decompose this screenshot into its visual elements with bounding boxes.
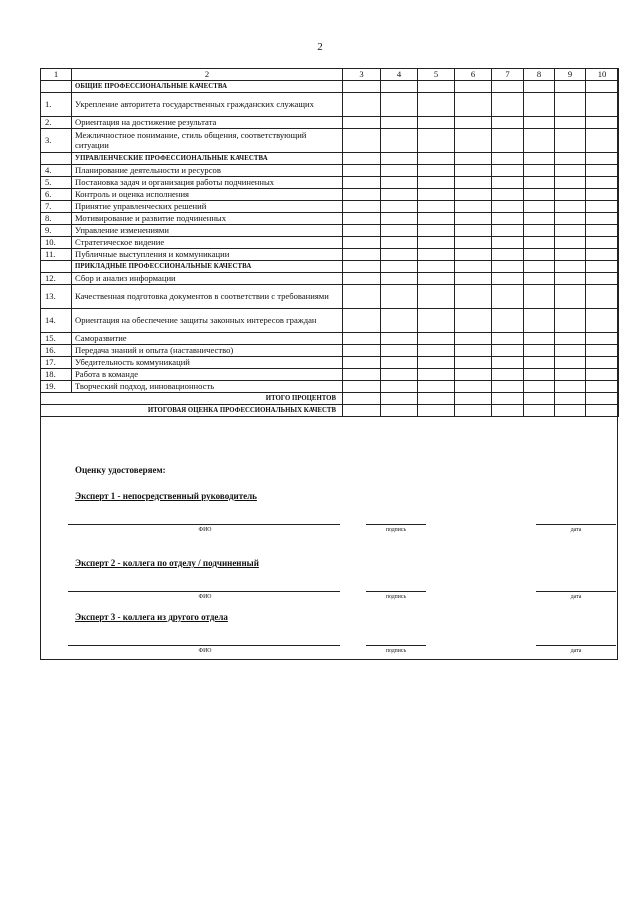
score-col-7[interactable] [492, 273, 524, 285]
score-col-9[interactable] [555, 381, 586, 393]
section-col-5[interactable] [418, 261, 455, 273]
score-col-6[interactable] [455, 309, 492, 333]
score-col-4[interactable] [381, 309, 418, 333]
score-col-8[interactable] [524, 117, 555, 129]
row-number: 5. [41, 177, 72, 189]
score-col-5[interactable] [418, 117, 455, 129]
header-col-8: 8 [524, 69, 555, 81]
expert-1-fio-caption: ФИО [198, 527, 212, 533]
total-col-6[interactable] [455, 393, 492, 405]
quality-name: Управление изменениями [72, 225, 343, 237]
score-col-10[interactable] [586, 369, 619, 381]
header-col-4: 4 [381, 69, 418, 81]
score-col-8[interactable] [524, 189, 555, 201]
score-col-4[interactable] [381, 357, 418, 369]
score-col-8[interactable] [524, 201, 555, 213]
score-col-8[interactable] [524, 309, 555, 333]
row-number: 3. [41, 129, 72, 153]
score-col-9[interactable] [555, 225, 586, 237]
row-number: 18. [41, 369, 72, 381]
section-col-5[interactable] [418, 153, 455, 165]
total-col-9[interactable] [555, 405, 586, 417]
score-col-4[interactable] [381, 129, 418, 153]
score-col-6[interactable] [455, 285, 492, 309]
table-row [41, 189, 619, 201]
section-col-10[interactable] [586, 261, 619, 273]
row-number: 10. [41, 237, 72, 249]
score-col-8[interactable] [524, 177, 555, 189]
quality-name: Принятие управленческих решений [72, 201, 343, 213]
quality-name: Сбор и анализ информации [72, 273, 343, 285]
table-row [41, 381, 619, 393]
score-col-4[interactable] [381, 213, 418, 225]
quality-name: Работа в команде [72, 369, 343, 381]
score-col-3[interactable] [343, 381, 381, 393]
score-col-5[interactable] [418, 333, 455, 345]
score-col-7[interactable] [492, 213, 524, 225]
total-col-8[interactable] [524, 393, 555, 405]
table-row [41, 333, 619, 345]
quality-name: Планирование деятельности и ресурсов [72, 165, 343, 177]
score-col-6[interactable] [455, 189, 492, 201]
header-col-7: 7 [492, 69, 524, 81]
section-col-6[interactable] [455, 261, 492, 273]
section-col-4[interactable] [381, 153, 418, 165]
score-col-5[interactable] [418, 213, 455, 225]
total-label: ИТОГОВАЯ ОЦЕНКА ПРОФЕССИОНАЛЬНЫХ КАЧЕСТВ [41, 405, 343, 417]
score-col-10[interactable] [586, 117, 619, 129]
expert-2-fio-caption: ФИО [198, 594, 212, 600]
score-col-5[interactable] [418, 357, 455, 369]
score-col-8[interactable] [524, 225, 555, 237]
score-col-6[interactable] [455, 213, 492, 225]
score-col-10[interactable] [586, 165, 619, 177]
row-number: 12. [41, 273, 72, 285]
score-col-9[interactable] [555, 189, 586, 201]
score-col-4[interactable] [381, 177, 418, 189]
expert-2-sign-caption: подпись [385, 594, 407, 600]
total-col-7[interactable] [492, 405, 524, 417]
quality-name: Саморазвитие [72, 333, 343, 345]
row-number: 8. [41, 213, 72, 225]
score-col-10[interactable] [586, 333, 619, 345]
score-col-3[interactable] [343, 309, 381, 333]
table-row [41, 237, 619, 249]
table-row [41, 177, 619, 189]
row-number: 7. [41, 201, 72, 213]
score-col-4[interactable] [381, 285, 418, 309]
table-row [41, 129, 619, 153]
score-col-7[interactable] [492, 225, 524, 237]
score-col-10[interactable] [586, 381, 619, 393]
score-col-7[interactable] [492, 309, 524, 333]
score-col-3[interactable] [343, 369, 381, 381]
expert-3-fio-caption: ФИО [198, 648, 212, 654]
row-number: 6. [41, 189, 72, 201]
score-col-5[interactable] [418, 273, 455, 285]
score-col-3[interactable] [343, 249, 381, 261]
score-col-10[interactable] [586, 213, 619, 225]
quality-name: Публичные выступления и коммуникации [72, 249, 343, 261]
score-col-3[interactable] [343, 357, 381, 369]
quality-name: Постановка задач и организация работы подчиненных [72, 177, 343, 189]
score-col-7[interactable] [492, 117, 524, 129]
total-label: ИТОГО ПРОЦЕНТОВ [41, 393, 343, 405]
table-row [41, 225, 619, 237]
score-col-10[interactable] [586, 237, 619, 249]
score-col-8[interactable] [524, 381, 555, 393]
table-row [41, 309, 619, 333]
expert-1-fio-line[interactable] [68, 524, 340, 525]
score-col-9[interactable] [555, 369, 586, 381]
table-row [41, 369, 619, 381]
row-number: 14. [41, 309, 72, 333]
score-col-5[interactable] [418, 345, 455, 357]
score-col-9[interactable] [555, 93, 586, 117]
score-col-7[interactable] [492, 369, 524, 381]
score-col-3[interactable] [343, 273, 381, 285]
expert-3-fio-line[interactable] [68, 645, 340, 646]
score-col-8[interactable] [524, 249, 555, 261]
quality-name: Убедительность коммуникаций [72, 357, 343, 369]
table-row [41, 357, 619, 369]
score-col-5[interactable] [418, 369, 455, 381]
score-col-7[interactable] [492, 333, 524, 345]
total-col-10[interactable] [586, 405, 619, 417]
score-col-10[interactable] [586, 225, 619, 237]
total-col-5[interactable] [418, 405, 455, 417]
section-col-5[interactable] [418, 81, 455, 93]
expert-3-sign-caption: подпись [385, 648, 407, 654]
score-col-5[interactable] [418, 285, 455, 309]
score-col-3[interactable] [343, 237, 381, 249]
score-col-10[interactable] [586, 357, 619, 369]
score-col-3[interactable] [343, 225, 381, 237]
expert-3-date-caption: дата [570, 648, 582, 654]
score-col-3[interactable] [343, 129, 381, 153]
row-number: 4. [41, 165, 72, 177]
score-col-9[interactable] [555, 237, 586, 249]
expert-1-date-line[interactable] [536, 524, 616, 525]
score-col-3[interactable] [343, 285, 381, 309]
score-col-6[interactable] [455, 201, 492, 213]
score-col-4[interactable] [381, 381, 418, 393]
score-col-6[interactable] [455, 165, 492, 177]
table-row [41, 345, 619, 357]
score-col-3[interactable] [343, 333, 381, 345]
score-col-9[interactable] [555, 129, 586, 153]
section-col-9[interactable] [555, 261, 586, 273]
score-col-10[interactable] [586, 129, 619, 153]
quality-name: Контроль и оценка исполнения [72, 189, 343, 201]
row-number: 2. [41, 117, 72, 129]
table-row [41, 93, 619, 117]
table-row [41, 213, 619, 225]
score-col-5[interactable] [418, 249, 455, 261]
score-col-8[interactable] [524, 357, 555, 369]
score-col-7[interactable] [492, 189, 524, 201]
score-col-9[interactable] [555, 165, 586, 177]
evaluation-table [40, 68, 619, 417]
score-col-8[interactable] [524, 333, 555, 345]
quality-name: Передача знаний и опыта (наставничество) [72, 345, 343, 357]
total-col-3[interactable] [343, 405, 381, 417]
quality-name: Ориентация на достижение результата [72, 117, 343, 129]
section-col-4[interactable] [381, 261, 418, 273]
section-title: ОБЩИЕ ПРОФЕССИОНАЛЬНЫЕ КАЧЕСТВА [72, 81, 343, 93]
score-col-6[interactable] [455, 369, 492, 381]
score-col-5[interactable] [418, 201, 455, 213]
row-number: 17. [41, 357, 72, 369]
score-col-5[interactable] [418, 129, 455, 153]
section-col-6[interactable] [455, 153, 492, 165]
score-col-3[interactable] [343, 117, 381, 129]
score-col-4[interactable] [381, 117, 418, 129]
section-row [41, 153, 619, 165]
confirm-label: Оценку удостоверяем: [75, 465, 166, 475]
score-col-10[interactable] [586, 309, 619, 333]
quality-name: Мотивирование и развитие подчиненных [72, 213, 343, 225]
score-col-5[interactable] [418, 177, 455, 189]
total-row [41, 405, 619, 417]
section-title: УПРАВЛЕНЧЕСКИЕ ПРОФЕССИОНАЛЬНЫЕ КАЧЕСТВА [72, 153, 343, 165]
table-row [41, 285, 619, 309]
score-col-5[interactable] [418, 381, 455, 393]
expert-2-sign-line[interactable] [366, 591, 426, 592]
score-col-6[interactable] [455, 273, 492, 285]
score-col-6[interactable] [455, 129, 492, 153]
score-col-10[interactable] [586, 285, 619, 309]
expert-2-date-caption: дата [570, 594, 582, 600]
total-col-3[interactable] [343, 393, 381, 405]
score-col-6[interactable] [455, 225, 492, 237]
score-col-9[interactable] [555, 177, 586, 189]
score-col-3[interactable] [343, 345, 381, 357]
row-number: 11. [41, 249, 72, 261]
score-col-9[interactable] [555, 345, 586, 357]
expert-3-date-line[interactable] [536, 645, 616, 646]
score-col-7[interactable] [492, 165, 524, 177]
score-col-10[interactable] [586, 249, 619, 261]
score-col-9[interactable] [555, 213, 586, 225]
expert-2-date-line[interactable] [536, 591, 616, 592]
score-col-5[interactable] [418, 189, 455, 201]
score-col-9[interactable] [555, 249, 586, 261]
section-col-8[interactable] [524, 153, 555, 165]
score-col-7[interactable] [492, 285, 524, 309]
section-col-3[interactable] [343, 153, 381, 165]
score-col-4[interactable] [381, 249, 418, 261]
total-col-4[interactable] [381, 393, 418, 405]
score-col-3[interactable] [343, 189, 381, 201]
quality-name: Творческий подход, инновационность [72, 381, 343, 393]
quality-name: Укрепление авторитета государственных гражданских служащих [72, 93, 343, 117]
score-col-10[interactable] [586, 189, 619, 201]
score-col-9[interactable] [555, 333, 586, 345]
section-title: ПРИКЛАДНЫЕ ПРОФЕССИОНАЛЬНЫЕ КАЧЕСТВА [72, 261, 343, 273]
score-col-10[interactable] [586, 201, 619, 213]
row-number: 16. [41, 345, 72, 357]
score-col-4[interactable] [381, 201, 418, 213]
score-col-4[interactable] [381, 189, 418, 201]
score-col-6[interactable] [455, 357, 492, 369]
score-col-10[interactable] [586, 177, 619, 189]
total-col-6[interactable] [455, 405, 492, 417]
score-col-4[interactable] [381, 165, 418, 177]
score-col-8[interactable] [524, 237, 555, 249]
quality-name: Межличностное понимание, стиль общения, соответствующий ситуации [72, 129, 343, 153]
score-col-9[interactable] [555, 273, 586, 285]
score-col-8[interactable] [524, 285, 555, 309]
score-col-8[interactable] [524, 369, 555, 381]
section-col-9[interactable] [555, 81, 586, 93]
expert-2-fio-line[interactable] [68, 591, 340, 592]
score-col-8[interactable] [524, 345, 555, 357]
row-number: 9. [41, 225, 72, 237]
score-col-5[interactable] [418, 93, 455, 117]
table-row [41, 249, 619, 261]
score-col-9[interactable] [555, 117, 586, 129]
score-col-7[interactable] [492, 381, 524, 393]
header-col-5: 5 [418, 69, 455, 81]
total-col-8[interactable] [524, 405, 555, 417]
score-col-8[interactable] [524, 129, 555, 153]
score-col-3[interactable] [343, 177, 381, 189]
section-col-4[interactable] [381, 81, 418, 93]
score-col-4[interactable] [381, 225, 418, 237]
section-col-6[interactable] [455, 81, 492, 93]
row-number: 1. [41, 93, 72, 117]
expert-1-sign-line[interactable] [366, 524, 426, 525]
expert-1-sign-caption: подпись [385, 527, 407, 533]
score-col-6[interactable] [455, 333, 492, 345]
score-col-7[interactable] [492, 249, 524, 261]
header-col-3: 3 [343, 69, 381, 81]
table-row [41, 273, 619, 285]
total-col-5[interactable] [418, 393, 455, 405]
score-col-3[interactable] [343, 165, 381, 177]
section-num-cell [41, 81, 72, 93]
score-col-10[interactable] [586, 345, 619, 357]
score-col-6[interactable] [455, 249, 492, 261]
score-col-3[interactable] [343, 201, 381, 213]
section-num-cell [41, 261, 72, 273]
section-col-7[interactable] [492, 261, 524, 273]
total-col-10[interactable] [586, 393, 619, 405]
score-col-10[interactable] [586, 273, 619, 285]
score-col-9[interactable] [555, 309, 586, 333]
expert-3-sign-line[interactable] [366, 645, 426, 646]
score-col-3[interactable] [343, 213, 381, 225]
expert-2-title: Эксперт 2 - коллега по отделу / подчиненный [75, 558, 259, 568]
section-col-3[interactable] [343, 81, 381, 93]
score-col-10[interactable] [586, 93, 619, 117]
section-col-8[interactable] [524, 81, 555, 93]
section-col-7[interactable] [492, 153, 524, 165]
section-row [41, 261, 619, 273]
row-number: 19. [41, 381, 72, 393]
score-col-6[interactable] [455, 345, 492, 357]
section-row [41, 81, 619, 93]
header-col-2: 2 [72, 69, 343, 81]
total-col-4[interactable] [381, 405, 418, 417]
score-col-4[interactable] [381, 369, 418, 381]
section-col-8[interactable] [524, 261, 555, 273]
score-col-8[interactable] [524, 213, 555, 225]
page-number: 2 [317, 41, 323, 53]
section-col-7[interactable] [492, 81, 524, 93]
section-col-10[interactable] [586, 81, 619, 93]
section-col-3[interactable] [343, 261, 381, 273]
section-col-9[interactable] [555, 153, 586, 165]
expert-1-title: Эксперт 1 - непосредственный руководитель [75, 491, 257, 501]
table-row [41, 117, 619, 129]
total-col-9[interactable] [555, 393, 586, 405]
score-col-5[interactable] [418, 165, 455, 177]
header-col-1: 1 [41, 69, 72, 81]
score-col-9[interactable] [555, 201, 586, 213]
quality-name: Ориентация на обеспечение защиты законных интересов граждан [72, 309, 343, 333]
row-number: 13. [41, 285, 72, 309]
score-col-8[interactable] [524, 93, 555, 117]
score-col-7[interactable] [492, 93, 524, 117]
expert-3-title: Эксперт 3 - коллега из другого отдела [75, 612, 228, 622]
score-col-4[interactable] [381, 333, 418, 345]
header-row [41, 69, 619, 81]
score-col-6[interactable] [455, 117, 492, 129]
header-col-6: 6 [455, 69, 492, 81]
table-row [41, 165, 619, 177]
score-col-6[interactable] [455, 93, 492, 117]
section-num-cell [41, 153, 72, 165]
score-col-7[interactable] [492, 201, 524, 213]
score-col-7[interactable] [492, 345, 524, 357]
row-number: 15. [41, 333, 72, 345]
score-col-6[interactable] [455, 381, 492, 393]
total-col-7[interactable] [492, 393, 524, 405]
score-col-7[interactable] [492, 357, 524, 369]
section-col-10[interactable] [586, 153, 619, 165]
score-col-6[interactable] [455, 237, 492, 249]
score-col-4[interactable] [381, 237, 418, 249]
score-col-3[interactable] [343, 93, 381, 117]
score-col-8[interactable] [524, 165, 555, 177]
score-col-8[interactable] [524, 273, 555, 285]
score-col-5[interactable] [418, 225, 455, 237]
score-col-4[interactable] [381, 93, 418, 117]
score-col-4[interactable] [381, 273, 418, 285]
total-row [41, 393, 619, 405]
score-col-9[interactable] [555, 357, 586, 369]
header-col-9: 9 [555, 69, 586, 81]
expert-1-date-caption: дата [570, 527, 582, 533]
table-row [41, 201, 619, 213]
score-col-4[interactable] [381, 345, 418, 357]
score-col-5[interactable] [418, 237, 455, 249]
score-col-6[interactable] [455, 177, 492, 189]
score-col-7[interactable] [492, 129, 524, 153]
score-col-5[interactable] [418, 309, 455, 333]
quality-name: Качественная подготовка документов в соответствии с требованиями [72, 285, 343, 309]
header-col-10: 10 [586, 69, 619, 81]
score-col-7[interactable] [492, 237, 524, 249]
score-col-9[interactable] [555, 285, 586, 309]
quality-name: Стратегическое видение [72, 237, 343, 249]
score-col-7[interactable] [492, 177, 524, 189]
